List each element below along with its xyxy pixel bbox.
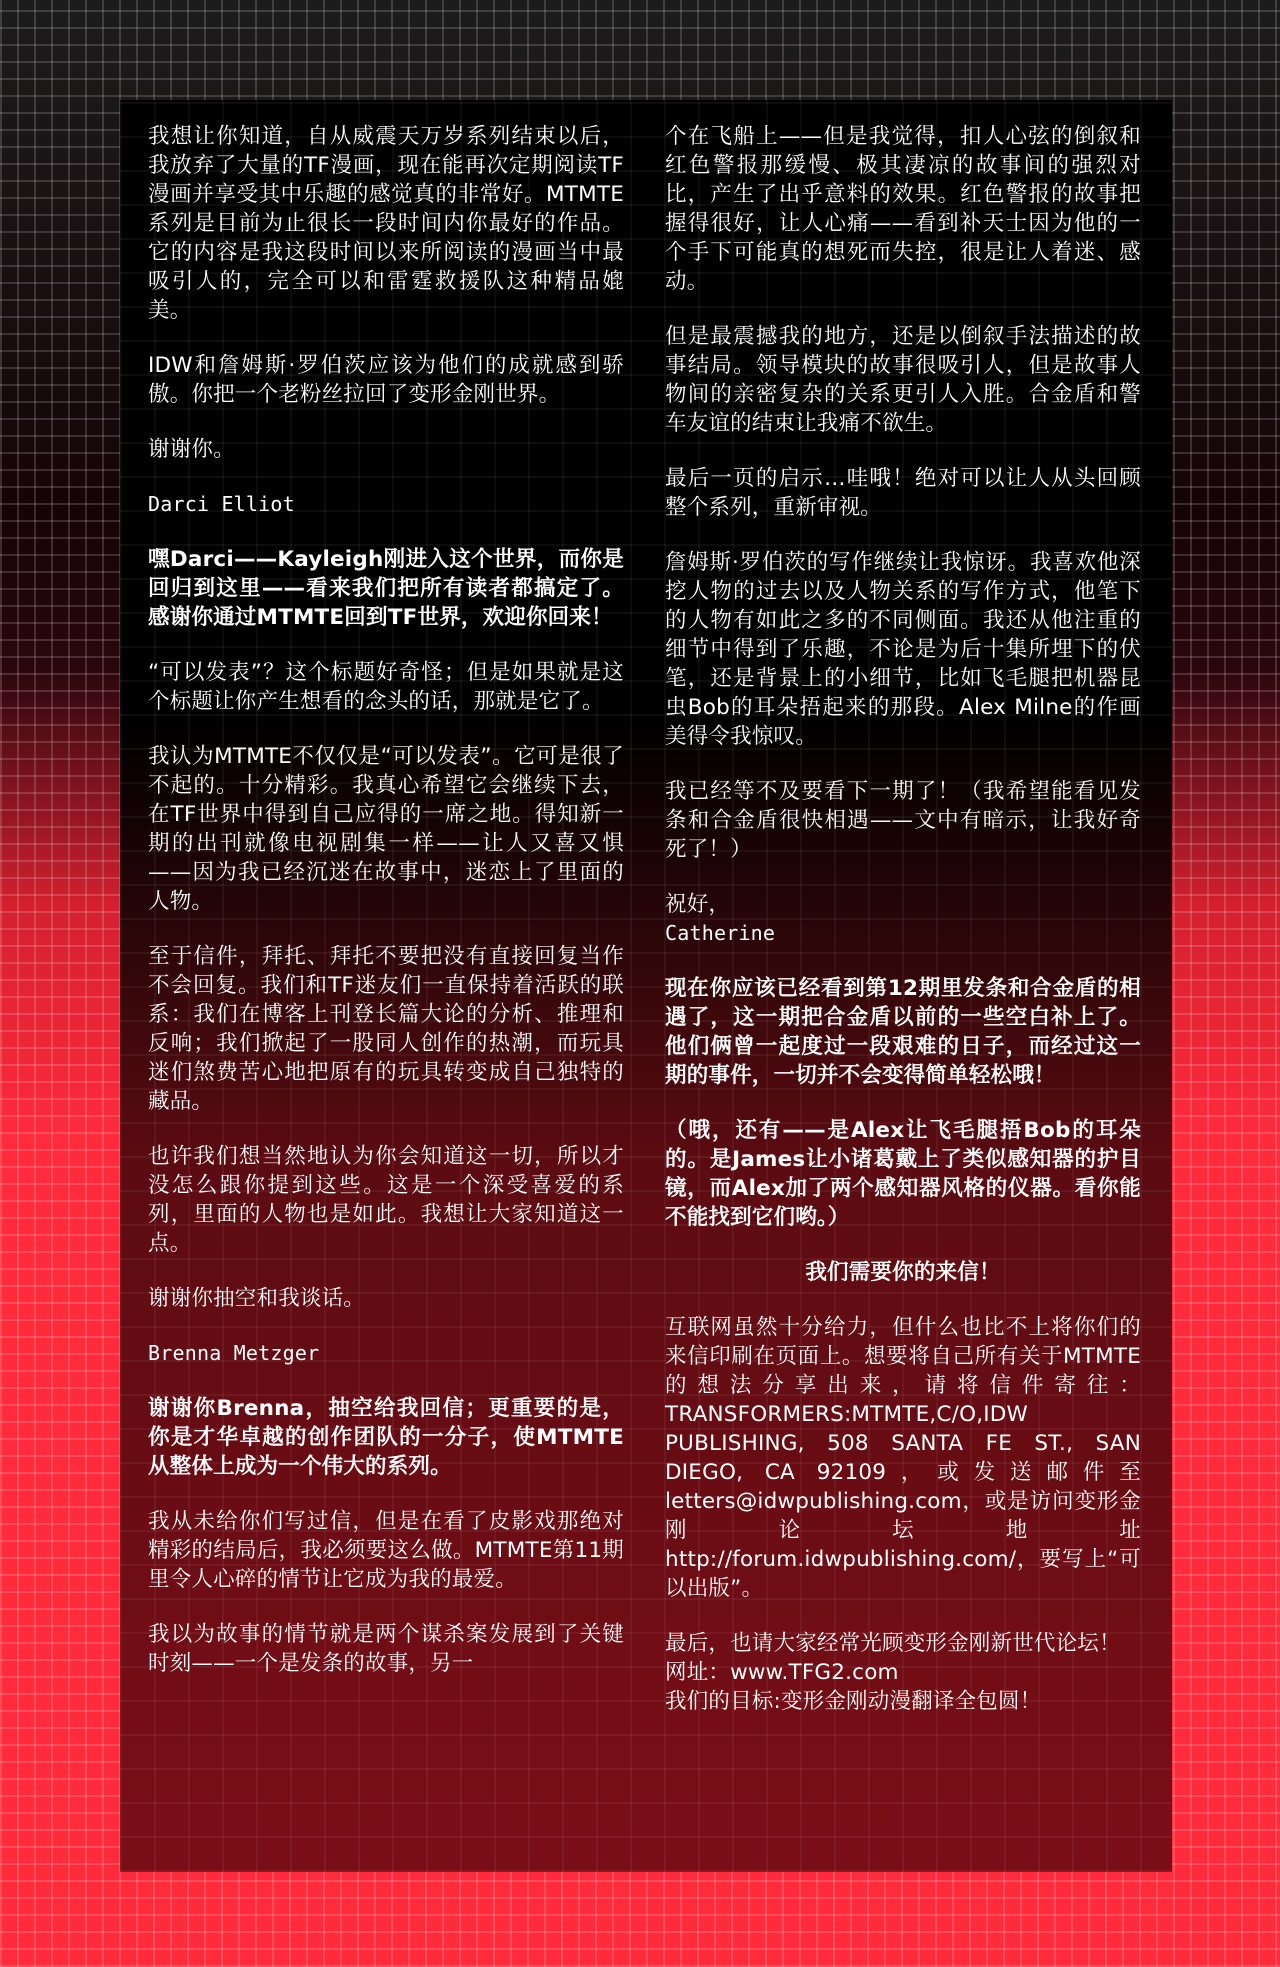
letter-paragraph: 谢谢你。: [148, 437, 235, 462]
letter-paragraph: IDW和詹姆斯·罗伯茨应该为他们的成就感到骄傲。你把一个老粉丝拉回了变形金刚世界。: [148, 353, 624, 407]
section-heading: 我们需要你的来信！: [805, 1260, 1001, 1285]
letter-paragraph: 我认为MTMTE不仅仅是“可以发表”。它可是很了不起的。十分精彩。我真心希望它会继续下去，在TF世界中得到自己应得的一席之地。得知新一期的出刊就像电视剧集一样——让人又喜又惧——因为我已经沉迷在故事中，迷恋上了里面的人物。: [148, 744, 624, 914]
letter-paragraph: 我从未给你们写过信，但是在看了皮影戏那绝对精彩的结局后，我必须要这么做。MTMTE第11期里令人心碎的情节让它成为我的最爱。: [148, 1509, 624, 1592]
letter-paragraph: 詹姆斯·罗伯茨的写作继续让我惊讶。我喜欢他深挖人物的过去以及人物关系的写作方式，他笔下的人物有如此之多的不同侧面。我还从他注重的细节中得到了乐趣，不论是为后十集所埋下的伏笔，还是背景上的小细节，比如飞毛腿把机器昆虫Bob的耳朵捂起来的那段。Alex Milne的作画美得令我惊叹。: [665, 550, 1141, 749]
letter-paragraph: 至于信件，拜托、拜托不要把没有直接回复当作不会回复。我们和TF迷友们一直保持着活跃的联系：我们在博客上刊登长篇大论的分析、推理和反响；我们掀起了一股同人创作的热潮，而玩具迷们煞费苦心地把原有的玩具转变成自己独特的藏品。: [148, 944, 624, 1114]
letter-paragraph: 我已经等不及要看下一期了！（我希望能看见发条和合金盾很快相遇——文中有暗示，让我好奇死了！）: [665, 779, 1141, 862]
right-column: [665, 122, 1141, 1742]
letter-paragraph: 最后一页的启示…哇哦！绝对可以让人从头回顾整个系列，重新审视。: [665, 466, 1141, 520]
editor-reply: 现在你应该已经看到第12期里发条和合金盾的相遇了，这一期把合金盾以前的一些空白补上了。他们俩曾一起度过一段艰难的日子，而经过这一期的事件，一切并不会变得简单轻松哦！: [665, 976, 1141, 1088]
letter-signature: Darci Elliot: [148, 492, 295, 516]
submission-info: 互联网虽然十分给力，但什么也比不上将你们的来信印刷在页面上。想要将自己所有关于MTMTE的想法分享出来，请将信件寄往：TRANSFORMERS:MTMTE,C/O,IDW PUBLISHING, 508 SANTA FE ST., SAN DIEGO, CA 92109，或发送邮件至letters@idwpublishing.com，或是访问变形金刚论坛地址http://forum.idwpublishing.com/，要写上“可以出版”。: [665, 1315, 1141, 1601]
letter-closing: 祝好，: [665, 892, 731, 917]
forum-slogan: 我们的目标:变形金刚动漫翻译全包圆！: [665, 1689, 1042, 1714]
letter-signature: Catherine: [665, 921, 776, 945]
editor-reply: 嘿Darci——Kayleigh刚进入这个世界，而你是回归到这里——看来我们把所有读者都搞定了。感谢你通过MTMTE回到TF世界，欢迎你回来！: [148, 547, 624, 630]
forum-promo: 最后，也请大家经常光顾变形金刚新世代论坛！: [665, 1631, 1121, 1656]
letter-signature: Brenna Metzger: [148, 1341, 320, 1365]
letter-paragraph: 也许我们想当然地认为你会知道这一切，所以才没怎么跟你提到这些。这是一个深受喜爱的系列，里面的人物也是如此。我想让大家知道这一点。: [148, 1144, 624, 1256]
letters-panel: [120, 100, 1172, 1872]
letter-paragraph: 我以为故事的情节就是两个谋杀案发展到了关键时刻——一个是发条的故事，另一: [148, 1622, 624, 1676]
left-column: [148, 122, 624, 1704]
letter-paragraph: 个在飞船上——但是我觉得，扣人心弦的倒叙和红色警报那缓慢、极其凄凉的故事间的强烈对比，产生了出乎意料的效果。红色警报的故事把握得很好，让人心痛——看到补天士因为他的一个手下可能真的想死而失控，很是让人着迷、感动。: [665, 124, 1141, 294]
forum-url: 网址：www.TFG2.com: [665, 1660, 899, 1685]
letter-paragraph: 谢谢你抽空和我谈话。: [148, 1286, 366, 1311]
editor-reply: （哦，还有——是Alex让飞毛腿捂Bob的耳朵的。是James让小诸葛戴上了类似感知器的护目镜，而Alex加了两个感知器风格的仪器。看你能不能找到它们哟。）: [665, 1118, 1141, 1230]
letter-paragraph: 但是最震撼我的地方，还是以倒叙手法描述的故事结局。领导模块的故事很吸引人，但是故事人物间的亲密复杂的关系更引人入胜。合金盾和警车友谊的结束让我痛不欲生。: [665, 324, 1141, 436]
editor-reply: 谢谢你Brenna，抽空给我回信；更重要的是，你是才华卓越的创作团队的一分子，使MTMTE从整体上成为一个伟大的系列。: [148, 1396, 624, 1479]
letter-paragraph: 我想让你知道，自从威震天万岁系列结束以后，我放弃了大量的TF漫画，现在能再次定期阅读TF漫画并享受其中乐趣的感觉真的非常好。MTMTE系列是目前为止很长一段时间内你最好的作品。它的内容是我这段时间以来所阅读的漫画当中最吸引人的，完全可以和雷霆救援队这种精品媲美。: [148, 124, 624, 323]
letter-paragraph: “可以发表”？这个标题好奇怪；但是如果就是这个标题让你产生想看的念头的话，那就是它了。: [148, 660, 624, 714]
